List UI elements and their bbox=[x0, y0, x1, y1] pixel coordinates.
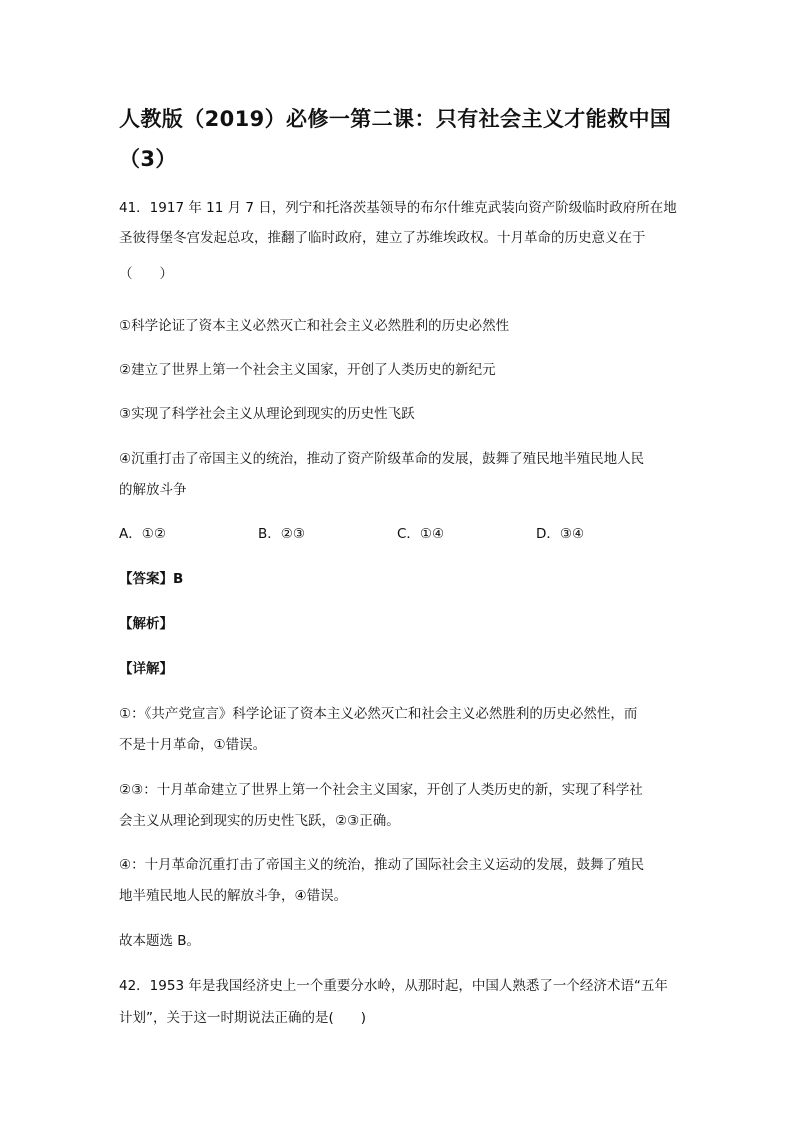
q41-option-b: B．②③ bbox=[258, 526, 305, 542]
q41-answer: 【答案】B bbox=[119, 571, 184, 587]
q41-option-d: D．③④ bbox=[536, 526, 585, 542]
q41-conclusion: 故本题选 B。 bbox=[119, 933, 201, 949]
q41-stem-line-1: 41．1917 年 11 月 7 日，列宁和托洛茨基领导的布尔什维克武装向资产阶级临时政府所在地 bbox=[119, 200, 677, 216]
q41-stem-line-2: 圣彼得堡冬宫发起总攻，推翻了临时政府，建立了苏维埃政权。十月革命的历史意义在于 bbox=[119, 230, 646, 246]
q41-detail-label: 【详解】 bbox=[119, 661, 173, 677]
q41-analysis-label: 【解析】 bbox=[119, 616, 173, 632]
q41-statement-3: ③实现了科学社会主义从理论到现实的历史性飞跃 bbox=[119, 406, 415, 422]
q41-statement-2: ②建立了世界上第一个社会主义国家，开创了人类历史的新纪元 bbox=[119, 362, 496, 378]
document-title-continuation: （3） bbox=[119, 147, 177, 171]
q41-option-c: C．①④ bbox=[397, 526, 445, 542]
q42-stem-line-2: 计划”，关于这一时期说法正确的是( ) bbox=[119, 1010, 367, 1026]
q41-detail-line-5: ④：十月革命沉重打击了帝国主义的统治，推动了国际社会主义运动的发展，鼓舞了殖民 bbox=[119, 857, 645, 873]
q41-detail-line-4: 会主义从理论到现实的历史性飞跃，②③正确。 bbox=[119, 813, 400, 829]
q41-detail-line-3: ②③：十月革命建立了世界上第一个社会主义国家，开创了人类历史的新，实现了科学社 bbox=[119, 782, 643, 798]
q41-stem-line-3: （ ） bbox=[119, 266, 173, 282]
q41-option-a: A．①② bbox=[119, 526, 166, 542]
document-title: 人教版（2019）必修一第二课：只有社会主义才能救中国 bbox=[119, 107, 672, 131]
q41-detail-line-1: ①：《共产党宣言》科学论证了资本主义必然灭亡和社会主义必然胜利的历史必然性，而 bbox=[119, 706, 638, 722]
q41-statement-4: ④沉重打击了帝国主义的统治，推动了资产阶级革命的发展，鼓舞了殖民地半殖民地人民 bbox=[119, 451, 645, 467]
q41-detail-line-2: 不是十月革命，①错误。 bbox=[119, 737, 267, 753]
q41-statement-4-continued: 的解放斗争 bbox=[119, 482, 187, 498]
q41-statement-1: ①科学论证了资本主义必然灭亡和社会主义必然胜利的历史必然性 bbox=[119, 318, 510, 334]
q42-stem-line-1: 42．1953 年是我国经济史上一个重要分水岭，从那时起，中国人熟悉了一个经济术语“五年 bbox=[119, 978, 668, 994]
q41-detail-line-6: 地半殖民地人民的解放斗争，④错误。 bbox=[119, 888, 348, 904]
